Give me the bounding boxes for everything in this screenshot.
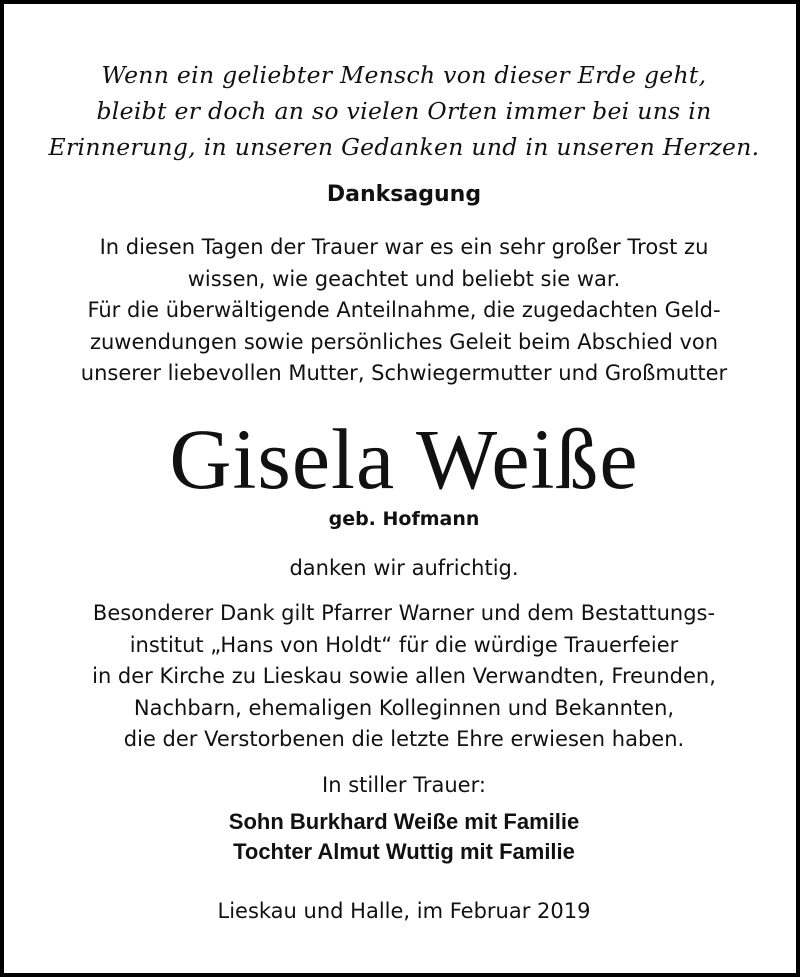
thanks-line: danken wir aufrichtig. xyxy=(289,556,519,580)
deceased-name: Gisela Weiße xyxy=(169,411,639,507)
mourning-label: In stiller Trauer: xyxy=(322,773,486,797)
poem-line: Wenn ein geliebter Mensch von dieser Erde geht, xyxy=(101,61,707,89)
maiden-name: geb. Hofmann xyxy=(328,508,480,530)
memorial-poem xyxy=(4,57,800,165)
intro-line: unserer liebevollen Mutter, Schwiegermutter und Großmutter xyxy=(80,361,728,385)
special-thanks-line: Besonderer Dank gilt Pfarrer Warner und dem Bestattungs- xyxy=(92,601,716,625)
intro-line: zuwendungen sowie persönliches Geleit beim Abschied von xyxy=(89,329,719,354)
special-thanks-paragraph xyxy=(4,598,800,756)
intro-line: In diesen Tagen der Trauer war es ein sehr großer Trost zu xyxy=(99,235,709,259)
notice-heading: Danksagung xyxy=(326,182,482,207)
special-thanks-line: die der Verstorbenen die letzte Ehre erwiesen haben. xyxy=(123,727,685,751)
poem-line: Erinnerung, in unseren Gedanken und in unseren Herzen. xyxy=(48,133,760,161)
special-thanks-line: institut „Hans von Holdt“ für die würdige Trauerfeier xyxy=(129,632,679,657)
special-thanks-line: Nachbarn, ehemaligen Kolleginnen und Bekannten, xyxy=(133,695,675,720)
intro-paragraph xyxy=(4,232,800,390)
mourning-families xyxy=(4,807,800,867)
poem-line: bleibt er doch an so vielen Orten immer bei uns in xyxy=(96,97,712,125)
special-thanks-line: in der Kirche zu Lieskau sowie allen Verwandten, Freunden, xyxy=(92,664,716,688)
family-signature: Sohn Burkhard Weiße mit Familie xyxy=(228,809,580,834)
place-and-date: Lieskau und Halle, im Februar 2019 xyxy=(217,899,591,923)
intro-line: Für die überwältigende Anteilnahme, die zugedachten Geld- xyxy=(87,298,721,322)
family-signature: Tochter Almut Wuttig mit Familie xyxy=(233,839,575,864)
intro-line: wissen, wie geachtet und beliebt sie war. xyxy=(187,266,621,291)
